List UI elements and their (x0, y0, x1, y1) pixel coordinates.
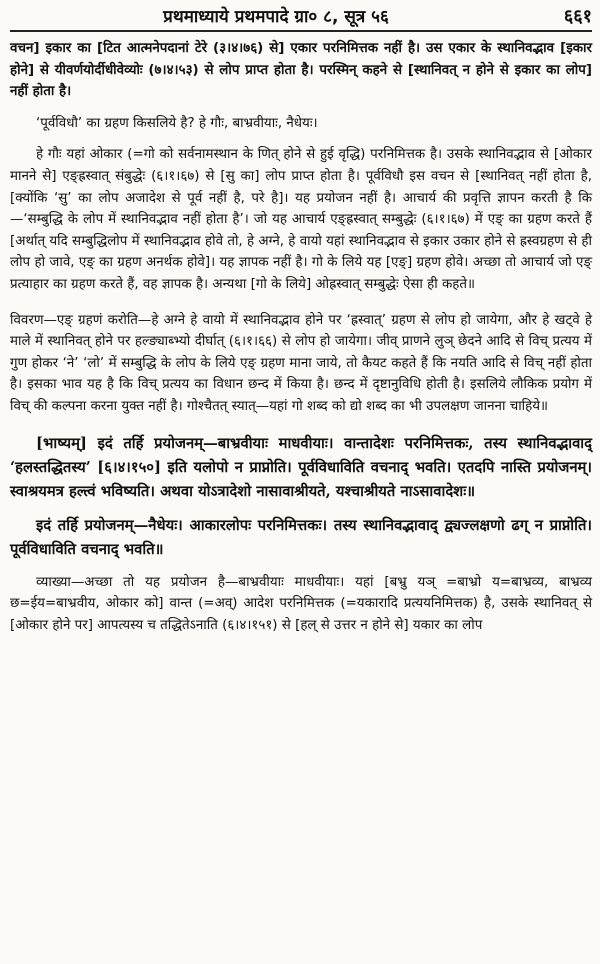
running-title: प्रथमाध्याये प्रथमपादे ग्रा० ८, सूत्र ५६ (163, 7, 389, 27)
paragraph-continuation: वचन] इकार का [टित आत्मनेपदानां टेरे (३।४।७६) से] एकार परनिमित्तक नहीं है। उस एकार के स्थानिवद्भाव [इकार होने] से यीवर्णयोर्दीधीवेव्योः (७।४।५३) से लोप प्राप्त होता है। परस्मिन् कहने से [स्थानिवत् न होने से इकार का लोप] नहीं होता है। (10, 41, 592, 100)
paragraph-naidheyah: इदं तर्हि प्रयोजनम्—नैधेयः। आकारलोपः परनिमित्तकः। तस्य स्थानिवद्भावाद् द्व्यज्लक्षणो ढग् न प्राप्नोति। पूर्वविधाविति वचनाद् भवति॥ (10, 516, 592, 558)
paragraph-bhashyam: [भाष्यम्] इदं तर्हि प्रयोजनम्—बाभ्रवीयाः माधवीयाः। वान्तादेशः परनिमित्तकः, तस्य स्थानिवद्भावाद् ‘हलस्तद्धितस्य’ [६।४।१५०] इति यलोपो न प्राप्नोति। पूर्वविधाविति वचनाद् भवति। एतदपि नास्ति प्रयोजनम्। स्वाश्रयमत्र हल्त्वं भविष्यति। अथवा योऽत्रादेशो नासावाश्रीयते, यश्चाश्रीयते नाऽसावादेशः॥ (10, 434, 592, 500)
page-number: ६६१ (563, 6, 592, 27)
paragraph-vivarana: विवरण—एङ् ग्रहणं करोति—हे अग्ने हे वायो में स्थानिवद्भाव होने पर ‘ह्रस्वात्’ ग्रहण से लोप हो जायेगा, और हे खट्वे हे माले में स्थानिवत् होने पर हल्ङ्याब्भ्यो दीर्घात् (६।१।६६) से लोप हो जायेगा। जीव् प्राणने लुञ् छेदने आदि से विच् प्रत्यय में गुण होकर ‘ने’ ‘लो’ में सम्बुद्धि के लोप के लिये एङ् ग्रहण माना जाये, तो कैयट कहते हैं कि नयति आदि से विच् नहीं होता है। इसका भाव यह है कि विच् प्रत्यय का विधान छन्द में किया है। छन्द में दृष्टानुविधि होती है। इसलिये लौकिक प्रयोग में विच् की कल्पना करना युक्त नहीं है। गोश्चैतत् स्यात्—यहां गो शब्द को द्यो शब्द का भी उपलक्षण जानना चाहिये॥ (10, 312, 592, 414)
paragraph-question: ‘पूर्वविधौ’ का ग्रहण किसलिये है? हे गौः, बाभ्रवीयाः, नैधेयः। (36, 115, 318, 131)
paragraph-vyakhya: व्याख्या—अच्छा तो यह प्रयोजन है—बाभ्रवीयाः माधवीयाः। यहां [बभ्रु यञ् =बाभ्रो य=बाभ्रव्य, बाभ्रव्य छ=ईय=बाभ्रवीय, ओकार को] वान्त (=अव्) आदेश परनिमित्तक (=यकारादि प्रत्ययनिमित्तक) है, उसके स्थानिवत् से [ओकार होने पर] आपत्यस्य च तद्धितेऽनाति (६।४।१५१) से [हल् से उत्तर न होने से] यकार का लोप (10, 574, 592, 633)
paragraph-he-gauh: हे गौः यहां ओकार (=गो को सर्वनामस्थान के णित् होने से हुई वृद्धि) परनिमित्तक है। उसके स्थानिवद्भाव से [ओकार मानने से] एङ्ह्रस्वात् संबुद्धेः (६।१।६७) से [सु का] लोप प्राप्त होता है। पूर्वविधौ इस वचन से [स्थानिवत् नहीं होता है, [क्योंकि ‘सु’ का लोप अजादेश से पूर्व नहीं है, परे है]। यह प्रयोजन नहीं है। आचार्य की प्रवृत्ति ज्ञापन करती है कि—‘सम्बुद्धि के लोप में स्थानिवद्भाव नहीं होता है’। जो यह आचार्य एङ्ह्रस्वात् सम्बुद्धेः (६।१।६७) में एङ् का ग्रहण करते हैं [अर्थात् यदि सम्बुद्धिलोप में स्थानिवद्भाव होवे तो, हे अग्ने, हे वायो यहां स्थानिवद्भाव से इकार उकार होने से ह्रस्वग्रहण से ही लोप हो जावे, एङ् का ग्रहण अनर्थक होवे]। यह ज्ञापक नहीं है। गो के लिये यह [एङ्] ग्रहण होवे। अच्छा तो आचार्य जो एङ् प्रत्याहार का ग्रहण करते हैं, वह ज्ञापक है। अन्यथा [गो के लिये] ओह्रस्वात् सम्बुद्धेः ऐसा ही कहते॥ (10, 147, 592, 292)
page-header (10, 4, 592, 32)
